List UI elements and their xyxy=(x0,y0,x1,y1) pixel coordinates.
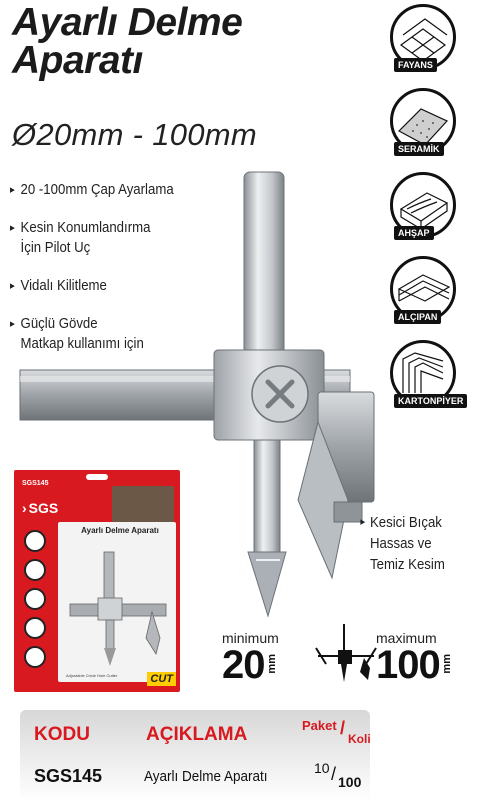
cutter-feature-line: ▸ Kesici Bıçak xyxy=(370,514,442,531)
row-code: SGS145 xyxy=(34,766,103,786)
product-title xyxy=(12,1,372,82)
package-tool-icon xyxy=(64,550,174,670)
brand-logo: › SGS xyxy=(22,500,58,516)
header-code: KODU xyxy=(34,724,90,745)
cutter-feature-line: Temiz Kesim xyxy=(370,556,445,573)
material-seramik xyxy=(382,84,480,168)
material-ahsap xyxy=(382,168,480,252)
drywall-icon xyxy=(24,617,46,639)
product-package xyxy=(14,470,180,692)
size-range: Ø20mm - 100mm xyxy=(12,117,258,152)
feature-text: Vidalı Kilitleme xyxy=(20,277,107,294)
maximum-size xyxy=(376,630,476,687)
tile-icon xyxy=(24,530,46,552)
material-alcipan xyxy=(382,252,480,336)
feature-text: Matkap kullanımı için xyxy=(20,335,144,352)
minimum-unit: mm xyxy=(265,654,278,674)
header-slash: / xyxy=(340,718,346,738)
cutter-feature xyxy=(370,512,474,575)
header-paket: Paket xyxy=(302,718,337,733)
material-label: AHŞAP xyxy=(394,226,434,240)
row-description: Ayarlı Delme Aparatı xyxy=(144,768,268,785)
hang-hole xyxy=(86,474,108,480)
cutter-diagram-icon xyxy=(314,622,378,694)
material-kartonpiyer xyxy=(382,336,480,420)
package-code: SGS145 xyxy=(22,480,49,487)
package-title: Ayarlı Delme Aparatı xyxy=(81,526,159,535)
feature-text: İçin Pilot Uç xyxy=(20,239,91,256)
feature-text: 20 -100mm Çap Ayarlama xyxy=(20,181,174,198)
maximum-unit: mm xyxy=(440,654,453,674)
row-slash: / xyxy=(331,764,337,784)
header-koli: Koli xyxy=(348,732,371,746)
material-label: KARTONPİYER xyxy=(394,394,467,408)
usage-photo xyxy=(112,486,174,522)
feature-text: ▸ Güçlü Gövde xyxy=(20,315,98,332)
material-fayans xyxy=(382,0,480,84)
feature-text: ▸ Kesin Konumlandırma xyxy=(20,219,151,236)
minimum-size xyxy=(222,630,322,687)
package-footer: Adjustable Circle Hole Cutter xyxy=(66,673,118,678)
material-label: FAYANS xyxy=(394,58,437,72)
minimum-value: 20 xyxy=(222,643,265,687)
row-koli: 100 xyxy=(338,774,362,790)
header-description: AÇIKLAMA xyxy=(146,724,248,745)
row-paket: 10 xyxy=(314,760,330,776)
minimum-label: minimum xyxy=(222,630,279,646)
product-title-line1: Ayarlı Delme xyxy=(12,1,243,44)
maximum-label: maximum xyxy=(376,630,437,646)
cutter-feature-line: Hassas ve xyxy=(370,535,432,552)
cut-badge: CUT xyxy=(147,672,176,686)
ceramic-icon xyxy=(24,559,46,581)
material-icons xyxy=(382,0,480,420)
product-info-table xyxy=(20,710,370,802)
package-material-icons xyxy=(24,530,46,675)
material-label: SERAMİK xyxy=(394,142,444,156)
wood-icon xyxy=(24,588,46,610)
material-label: ALÇIPAN xyxy=(394,310,441,324)
maximum-value: 100 xyxy=(376,643,440,687)
product-title-line2: Aparatı xyxy=(12,39,143,82)
molding-icon xyxy=(24,646,46,668)
